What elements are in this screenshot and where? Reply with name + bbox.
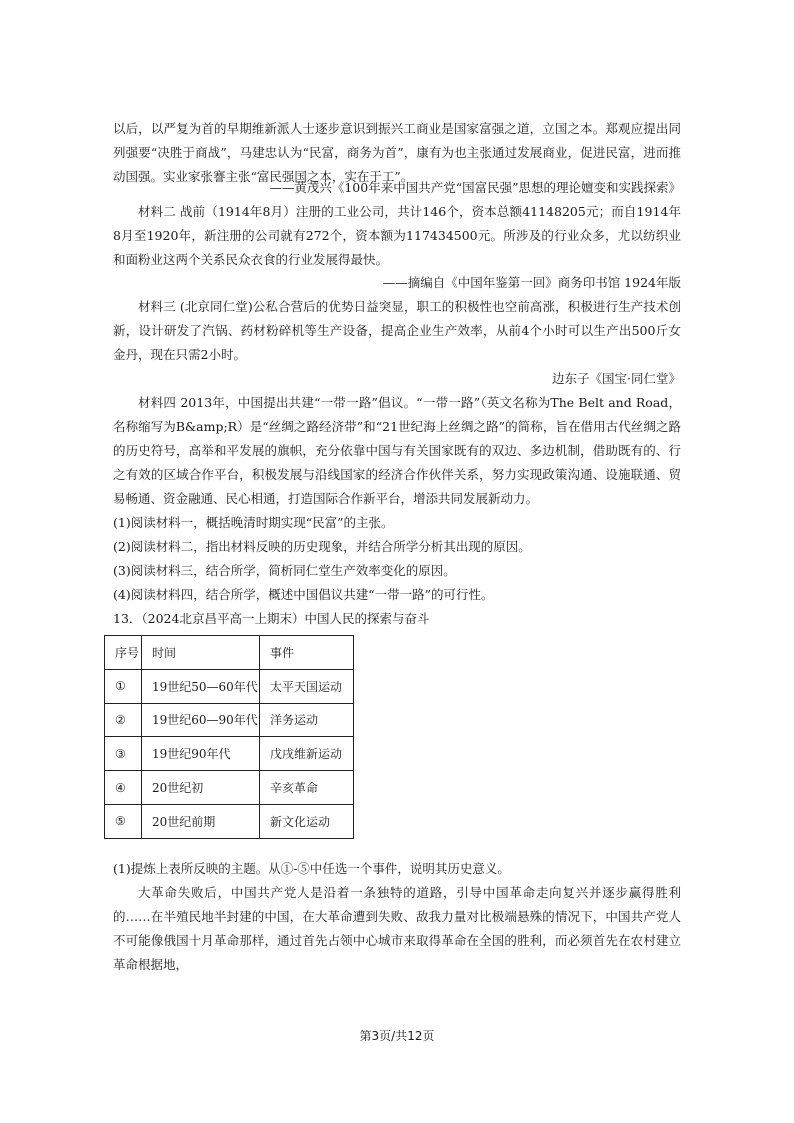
table-cell: 20世纪初 — [142, 771, 260, 805]
question-13-passage: 大革命失败后，中国共产党人是沿着一条独特的道路，引导中国革命走向复兴并逐步赢得胜利的……在半殖民地半封建的中国，在大革命遭到失败、敌我力量对比极端悬殊的情况下，中国共产党人不可能像俄国十月革命那样，通过首先占领中心城市来取得革命在全国的胜利，而必须首先在农村建立革命根据地， — [113, 885, 681, 972]
page-footer: 第3页/共12页 — [359, 1029, 435, 1043]
table-cell: ⑤ — [105, 804, 142, 838]
table-header-cell: 时间 — [142, 636, 260, 670]
table-row — [105, 804, 354, 838]
table-cell: 洋务运动 — [260, 703, 354, 737]
question-4: (4)阅读材料四，结合所学，概述中国倡议共建“一带一路”的可行性。 — [113, 587, 494, 602]
question-13-title: 13．（2024北京昌平高一上期末）中国人民的探索与奋斗 — [113, 611, 430, 626]
table-header-cell: 序号 — [105, 636, 142, 670]
material-four: 材料四 2013年，中国提出共建“一带一路”倡议。“一带一路”（英文名称为The Belt and Road，名称缩写为B&amp;R）是“丝绸之路经济带”和“21世纪海上丝绸之路”的简称，旨在借用古代丝绸之路的历史符号，高举和平发展的旗帜，充分依靠中国与有关国家既有的双边、多边机制，借助既有的、行之有效的区域合作平台，积极发展与沿线国家的经济合作伙伴关系，努力实现政策沟通、设施联通、贸易畅通、资金融通、民心相通，打造国际合作新平台，增添共同发展新动力。 — [113, 395, 681, 506]
table-header-row — [105, 636, 354, 670]
material-three: 材料三 (北京同仁堂)公私合营后的优势日益突显，职工的积极性也空前高涨，积极进行生产技术创新，设计研发了汽锅、药材粉碎机等生产设备，提高企业生产效率，从前4个小时可以生产出500斤女金丹，现在只需2小时。 — [113, 299, 681, 362]
source-citation-2: ——摘编自《中国年鉴第一回》商务印书馆 1924年版 — [382, 275, 681, 290]
table-cell: ② — [105, 703, 142, 737]
table-cell: 新文化运动 — [260, 804, 354, 838]
table-cell: 19世纪50—60年代 — [142, 669, 260, 703]
table-cell: 太平天国运动 — [260, 669, 354, 703]
source-citation-3: 边东子《国宝·同仁堂》 — [552, 371, 681, 386]
table-row — [105, 703, 354, 737]
question-13-sub-1: (1)提炼上表所反映的主题。从①-⑤中任选一个事件，说明其历史意义。 — [113, 861, 510, 876]
events-table — [104, 635, 354, 839]
table-row — [105, 771, 354, 805]
table-cell: ④ — [105, 771, 142, 805]
table-cell: ③ — [105, 737, 142, 771]
table-cell: 19世纪90年代 — [142, 737, 260, 771]
table-header-cell: 事件 — [260, 636, 354, 670]
material-two: 材料二 战前（1914年8月）注册的工业公司，共计146个，资本总额41148205元；而自1914年8月至1920年，新注册的公司就有272个，资本额为117434500元。所涉及的行业众多，尤以纺织业和面粉业这两个关系民众衣食的行业发展得最快。 — [113, 204, 681, 267]
question-1: (1)阅读材料一，概括晚清时期实现“民富”的主张。 — [113, 515, 394, 530]
table-cell: 20世纪前期 — [142, 804, 260, 838]
question-3: (3)阅读材料三，结合所学，简析同仁堂生产效率变化的原因。 — [113, 563, 456, 578]
source-citation-1: ——黄茂兴《100年来中国共产党“国富民强”思想的理论嬗变和实践探索》 — [269, 180, 681, 195]
table-cell: 辛亥革命 — [260, 771, 354, 805]
material-one-continuation: 以后，以严复为首的早期维新派人士逐步意识到振兴工商业是国家富强之道，立国之本。郑观应提出同列强要“决胜于商战”，马建忠认为“民富，商务为首”，康有为也主张通过发展商业，促进民富，进而推动国强。实业家张謇主张“富民强国之本，实在于工”。 — [113, 121, 681, 184]
table-cell: 戊戌维新运动 — [260, 737, 354, 771]
question-2: (2)阅读材料二，指出材料反映的历史现象，并结合所学分析其出现的原因。 — [113, 539, 531, 554]
table-cell: 19世纪60—90年代 — [142, 703, 260, 737]
table-row — [105, 669, 354, 703]
table-row — [105, 737, 354, 771]
table-cell: ① — [105, 669, 142, 703]
